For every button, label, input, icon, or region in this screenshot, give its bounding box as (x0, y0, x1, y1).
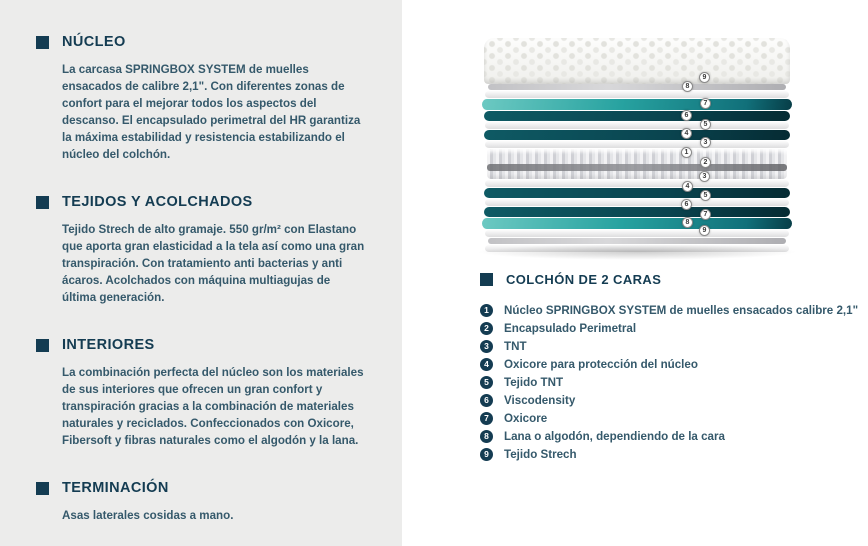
square-bullet-icon (480, 273, 493, 286)
layer-callout-marker: 6 (681, 110, 692, 121)
legend-number-badge: 9 (480, 448, 493, 461)
section-tejidos (36, 194, 366, 306)
layer-lana-algodon-bottom (485, 230, 789, 237)
layer-oxicore-nucleo-top (484, 130, 790, 140)
layer-viscodensity-bottom (484, 207, 790, 217)
layer-tejido-tnt-top (485, 122, 789, 129)
legend-item (480, 340, 860, 354)
mattress-figure (402, 0, 868, 262)
legend-item (480, 376, 860, 390)
section-title: INTERIORES (62, 337, 155, 353)
legend-item-label: Núcleo SPRINGBOX SYSTEM de muelles ensacados calibre 2,1" (504, 304, 859, 317)
layer-callout-marker: 9 (699, 225, 710, 236)
legend-number-badge: 7 (480, 412, 493, 425)
layer-lana-algodon-top (485, 91, 789, 98)
section-terminacion (36, 480, 366, 524)
square-bullet-icon (36, 196, 49, 209)
layer-oxicore-top (482, 99, 792, 110)
layer-callout-marker: 4 (682, 181, 693, 192)
legend-number-badge: 6 (480, 394, 493, 407)
section-header (36, 480, 366, 496)
square-bullet-icon (36, 36, 49, 49)
legend-item-label: Tejido TNT (504, 376, 564, 389)
legend-item (480, 322, 860, 336)
square-bullet-icon (36, 482, 49, 495)
legend-item-label: Encapsulado Perimetral (504, 322, 637, 335)
layer-callout-marker: 8 (682, 217, 693, 228)
layer-callout-marker: 5 (700, 119, 711, 130)
layer-tnt-top (485, 141, 789, 148)
legend-item (480, 412, 860, 426)
legend-number-badge: 2 (480, 322, 493, 335)
layer-callout-marker: 8 (682, 81, 693, 92)
legend-number-badge: 1 (480, 304, 493, 317)
layer-oxicore-nucleo-bottom (484, 188, 790, 198)
layer-callout-marker: 5 (700, 190, 711, 201)
legend-item-label: Lana o algodón, dependiendo de la cara (504, 430, 725, 443)
legend-item (480, 394, 860, 408)
legend-item-label: Oxicore (504, 412, 548, 425)
layer-oxicore-bottom (482, 218, 792, 229)
layer-callout-marker: 4 (681, 128, 692, 139)
section-title: NÚCLEO (62, 34, 126, 50)
legend-item (480, 304, 860, 318)
layer-callout-marker: 6 (681, 199, 692, 210)
section-body: Tejido Strech de alto gramaje. 550 gr/m² con Elastano que aporta gran elasticidad a la tela así como una gran transpiración. Con tratamiento anti bacterias y anti ácaros. Acolchados con máquina multiagujas de última generación. (62, 223, 365, 304)
legend-item-label: Viscodensity (504, 394, 576, 407)
layer-callout-marker: 3 (699, 171, 710, 182)
section-body: Asas laterales cosidas a mano. (62, 509, 234, 522)
layer-viscodensity-top (484, 111, 790, 121)
legend-item (480, 358, 860, 372)
layer-spring-core (487, 149, 787, 179)
legend-number-badge: 3 (480, 340, 493, 353)
mattress-layer-stack (482, 38, 792, 253)
info-panel (0, 0, 402, 546)
legend-item (480, 430, 860, 444)
legend-item-label: Oxicore para protección del núcleo (504, 358, 698, 371)
layer-encapsulado-perimetral (487, 164, 787, 171)
legend-item-label: TNT (504, 340, 527, 353)
layer-callout-marker: 1 (681, 147, 692, 158)
section-interiores (36, 337, 366, 449)
legend-list (480, 304, 860, 462)
legend-number-badge: 4 (480, 358, 493, 371)
square-bullet-icon (36, 339, 49, 352)
section-title: TEJIDOS Y ACOLCHADOS (62, 194, 253, 210)
diagram-panel (402, 0, 868, 546)
section-body: La carcasa SPRINGBOX SYSTEM de muelles ensacados de calibre 2,1". Con diferentes zonas de confort para el mejorar todos los aspectos del descanso. El encapsulado perimetral del HR garantiza la máxima estabilidad y resistencia estabilizando el núcleo del colchón. (62, 63, 361, 161)
layer-tejido-strech-top (484, 38, 790, 84)
legend-item (480, 448, 860, 462)
layer-tejido-tnt-bottom (485, 199, 789, 206)
legend (480, 272, 860, 466)
section-nucleo (36, 34, 366, 163)
section-header (36, 194, 366, 210)
section-title: TERMINACIÓN (62, 480, 169, 496)
layer-callout-marker: 7 (700, 209, 711, 220)
layer-callout-marker: 3 (700, 137, 711, 148)
mattress-shadow (476, 244, 798, 260)
legend-header (480, 272, 860, 287)
layer-tnt-bottom (485, 180, 789, 187)
layer-edge-top (488, 84, 786, 90)
layer-callout-marker: 9 (699, 72, 710, 83)
section-header (36, 337, 366, 353)
section-header (36, 34, 366, 50)
layer-callout-marker: 7 (700, 98, 711, 109)
legend-number-badge: 5 (480, 376, 493, 389)
legend-title: COLCHÓN DE 2 CARAS (506, 272, 662, 287)
legend-item-label: Tejido Strech (504, 448, 577, 461)
section-body: La combinación perfecta del núcleo son los materiales de sus interiores que ofrecen un gran confort y transpiración gracias a la combinación de materiales naturales y reciclados. Confeccionados con Oxicore, Fibersoft y fibras naturales como el algodón y la lana. (62, 366, 364, 447)
layer-callout-marker: 2 (700, 157, 711, 168)
legend-number-badge: 8 (480, 430, 493, 443)
